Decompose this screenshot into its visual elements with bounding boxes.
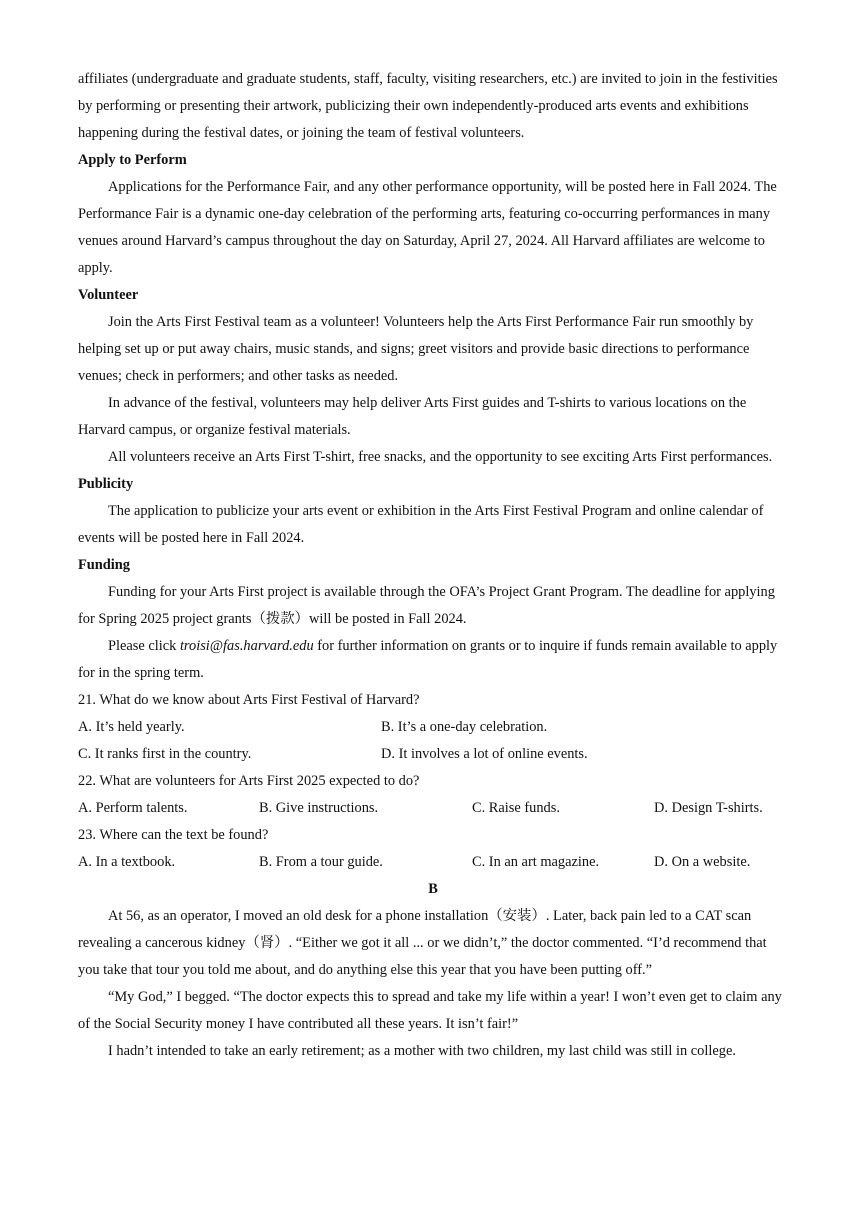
option-23-c: C. In an art magazine. (472, 854, 600, 870)
email-link[interactable]: troisi@fas.harvard.edu (179, 638, 314, 654)
funding-paragraph-2 (78, 633, 788, 687)
passage-b-paragraph-1: At 56, as an operator, I moved an old desk for a phone installation（安装）. Later, back pain led to a CAT scan revealing a cancerous kidney（肾）. “Either we got it all ... or we didn’t,” the doctor commented. “I’d recommend that you take that tour you told me about, and do anything else this year that you have been putting off.” (78, 908, 767, 978)
passage-b-label: B (428, 881, 438, 897)
option-23-d: D. On a website. (654, 854, 751, 870)
option-21-c: C. It ranks first in the country. (78, 746, 252, 762)
intro-paragraph: affiliates (undergraduate and graduate students, staff, faculty, visiting researchers, etc.) are invited to join in the festivities by performing or presenting their artwork, publicizing their own independently-produced arts events and exhibitions happening during the festival dates, or joining the team of festival volunteers. (78, 71, 778, 141)
question-21-stem: 21. What do we know about Arts First Festival of Harvard? (78, 692, 420, 708)
question-23-stem: 23. Where can the text be found? (78, 827, 269, 843)
heading-volunteer: Volunteer (78, 287, 139, 303)
volunteer-paragraph-3: All volunteers receive an Arts First T-shirt, free snacks, and the opportunity to see exciting Arts First performances. (108, 449, 773, 465)
volunteer-paragraph-1: Join the Arts First Festival team as a volunteer! Volunteers help the Arts First Performance Fair run smoothly by helping set up or put away chairs, music stands, and signs; greet visitors and provide basic directions to performance venues; check in performers; and other tasks as needed. (78, 314, 754, 384)
heading-apply-to-perform: Apply to Perform (78, 152, 187, 168)
question-22-options (78, 795, 788, 822)
perform-paragraph: Applications for the Performance Fair, and any other performance opportunity, will be posted here in Fall 2024. The Performance Fair is a dynamic one-day celebration of the performing arts, featuring co-occurring performances in many venues around Harvard’s campus throughout the day on Saturday, April 27, 2024. All Harvard affiliates are welcome to apply. (78, 179, 777, 276)
heading-publicity: Publicity (78, 476, 134, 492)
option-21-d: D. It involves a lot of online events. (381, 746, 588, 762)
publicity-paragraph: The application to publicize your arts event or exhibition in the Arts First Festival Program and online calendar of events will be posted here in Fall 2024. (78, 503, 764, 546)
option-22-b: B. Give instructions. (259, 800, 379, 816)
funding-text-before-email: Please click (108, 638, 180, 654)
question-21-options-row-1 (78, 714, 788, 741)
funding-text-after-email: for further information on grants or to inquire if funds remain available to apply for in the spring term. (78, 638, 778, 681)
question-23-options (78, 849, 788, 876)
document-page (78, 66, 788, 1065)
passage-b-paragraph-3: I hadn’t intended to take an early retirement; as a mother with two children, my last child was still in college. (108, 1043, 736, 1059)
funding-paragraph-1: Funding for your Arts First project is available through the OFA’s Project Grant Program. The deadline for applying for Spring 2025 project grants（拨款）will be posted in Fall 2024. (78, 584, 775, 627)
option-21-b: B. It’s a one-day celebration. (381, 719, 548, 735)
passage-b-paragraph-2: “My God,” I begged. “The doctor expects this to spread and take my life within a year! I won’t even get to claim any of the Social Security money I have contributed all these years. It isn’t fair!” (78, 989, 782, 1032)
heading-funding: Funding (78, 557, 130, 573)
option-22-d: D. Design T-shirts. (654, 800, 763, 816)
question-21-options-row-2 (78, 741, 788, 768)
volunteer-paragraph-2: In advance of the festival, volunteers may help deliver Arts First guides and T-shirts to various locations on the Harvard campus, or organize festival materials. (78, 395, 747, 438)
option-22-a: A. Perform talents. (78, 800, 188, 816)
option-23-a: A. In a textbook. (78, 854, 176, 870)
option-23-b: B. From a tour guide. (259, 854, 383, 870)
question-22-stem: 22. What are volunteers for Arts First 2025 expected to do? (78, 773, 420, 789)
option-22-c: C. Raise funds. (472, 800, 560, 816)
option-21-a: A. It’s held yearly. (78, 719, 185, 735)
